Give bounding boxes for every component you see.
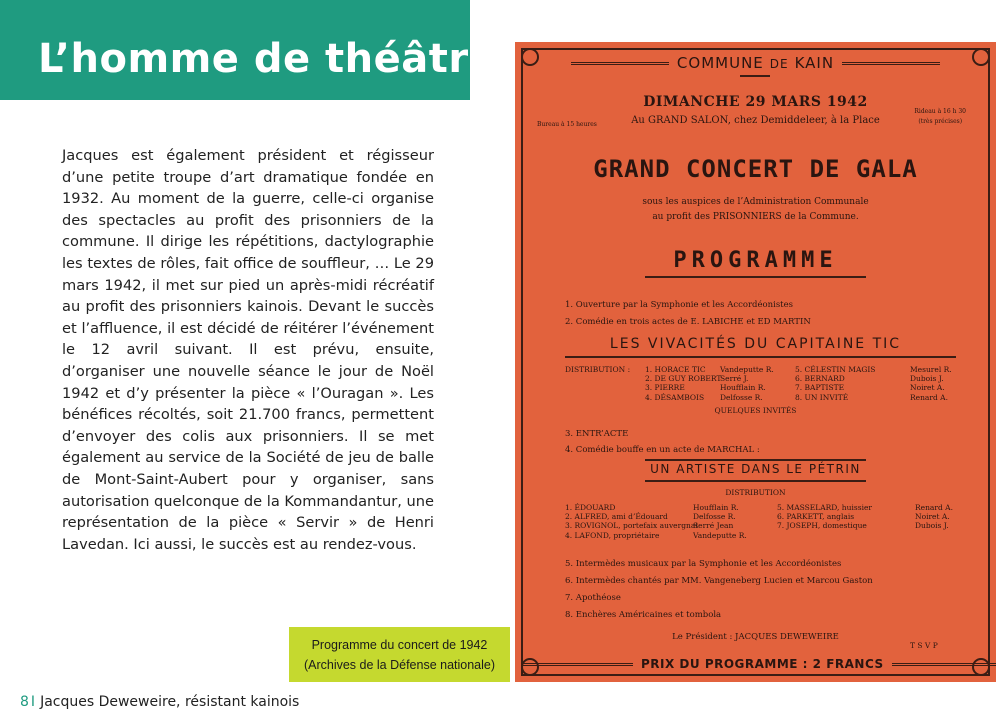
poster-play-title-2: UN ARTISTE DANS LE PÉTRIN [650, 462, 861, 476]
poster-item-8: 8. Enchères Américaines et tombola [565, 610, 722, 620]
page-title: L’homme de théâtre [38, 36, 497, 82]
poster-commune: COMMUNE DE KAIN [515, 54, 996, 72]
poster-distribution-label-2: DISTRIBUTION [725, 488, 786, 497]
page-number: 8 [20, 694, 29, 710]
poster-rule [645, 480, 866, 482]
running-title: Jacques Deweweire, résistant kainois [40, 694, 300, 710]
poster-price: PRIX DU PROGRAMME : 2 FRANCS [515, 657, 996, 671]
poster-headline: GRAND CONCERT DE GALA [593, 155, 918, 183]
poster-rule [740, 75, 770, 77]
footer-separator: I [30, 694, 36, 710]
poster-item-2: 2. Comédie en trois actes de E. LABICHE et ED MARTIN [565, 317, 811, 327]
poster-auspices-2: au profit des PRISONNIERS de la Commune. [652, 212, 859, 222]
poster-programme-heading: PROGRAMME [673, 248, 838, 273]
concert-programme-poster [515, 42, 996, 682]
poster-item-1: 1. Ouverture par la Symphonie et les Accordéonistes [565, 300, 793, 310]
poster-item-5: 5. Intermèdes musicaux par la Symphonie et les Accordéonistes [565, 559, 842, 569]
poster-play-title-1: LES VIVACITÉS DU CAPITAINE TIC [609, 336, 902, 352]
poster-rule [565, 356, 956, 358]
poster-distribution-label: DISTRIBUTION : [565, 365, 631, 374]
poster-tsvp: T S V P [910, 641, 938, 650]
poster-president: Le Président : JACQUES DEWEWEIRE [672, 632, 839, 642]
poster-bureau: Bureau à 15 heures [537, 121, 597, 128]
poster-auspices-1: sous les auspices de l’Administration Communale [642, 197, 869, 207]
poster-rule [645, 276, 866, 278]
poster-item-6: 6. Intermèdes chantés par MM. Vangeneberg Lucien et Marcou Gaston [565, 576, 873, 586]
poster-cast-roles-4: 5. MASSELARD, huissier 6. PARKETT, anglais 7. JOSEPH, domestique [777, 503, 872, 531]
poster-item-3: 3. ENTR’ACTE [565, 429, 629, 439]
poster-cast-roles-1: 1. HORACE TIC 2. DE GUY ROBERT 3. PIERRE 4. DÉSAMBOIS [645, 365, 722, 402]
poster-invites: QUELQUES INVITÉS [714, 406, 797, 415]
poster-cast-roles-3: 1. ÉDOUARD 2. ALFRED, ami d’Édouard 3. ROVIGNOL, portefaix auvergnat 4. LAFOND, propriétaire [565, 503, 699, 540]
title-banner [0, 0, 497, 100]
poster-rideau: Rideau à 16 h 30 (très précises) [914, 108, 966, 125]
page-footer [20, 694, 299, 710]
poster-rule [645, 459, 866, 461]
caption-line-1: Programme du concert de 1942 [311, 637, 488, 652]
poster-venue: Au GRAND SALON, chez Demiddeleer, à la Place [631, 115, 880, 126]
poster-cast-actors-4: Renard A. Noiret A. Dubois J. [915, 503, 953, 531]
poster-item-4: 4. Comédie bouffe en un acte de MARCHAL : [565, 445, 760, 455]
caption-line-2: (Archives de la Défense nationale) [303, 657, 496, 672]
poster-date: DIMANCHE 29 MARS 1942 [643, 94, 868, 110]
body-paragraph: Jacques est également président et régisseur d’une petite troupe d’art dramatique fondée en 1932. Au moment de la guerre, celle-ci organise des spectacles au profit des prisonniers de la commune. Il dirige les répétitions, dactylographie les textes de rôles, fait office de souffleur, … Le 29 mars 1942, il met sur pied un après-midi récréatif au profit des prisonniers kainois. Devant le succès et l’affluence, il est décidé de réitérer l’événement le 12 avril suivant. Il est prévu, ensuite, d’organiser une nouvelle séance le jour de Noël 1942 et d’y présenter la pièce « l’Ouragan ». Les bénéfices récoltés, soit 21.700 francs, permettent d’envoyer des colis aux prisonniers. Il se met également au service de la Société de jeu de balle de Mont-Saint-Aubert pour y organiser, sans autorisation quelconque de la Kommandantur, une représentation de la pièce « Servir » de Henri Lavedan. Ici aussi, le succès est au rendez-vous. [62, 147, 435, 553]
poster-item-7: 7. Apothéose [565, 593, 621, 603]
poster-cast-actors-1: Vandeputte R. Serré J. Houfflain R. Delfosse R. [720, 365, 774, 402]
poster-cast-actors-3: Houfflain R. Delfosse R. Serré Jean Vandeputte R. [693, 503, 747, 540]
poster-cast-actors-2: Mesurel R. Dubois J. Noiret A. Renard A. [910, 365, 952, 402]
image-caption [289, 627, 510, 682]
poster-cast-roles-2: 5. CÉLESTIN MAGIS 6. BERNARD 7. BAPTISTE 8. UN INVITÉ [795, 365, 876, 402]
